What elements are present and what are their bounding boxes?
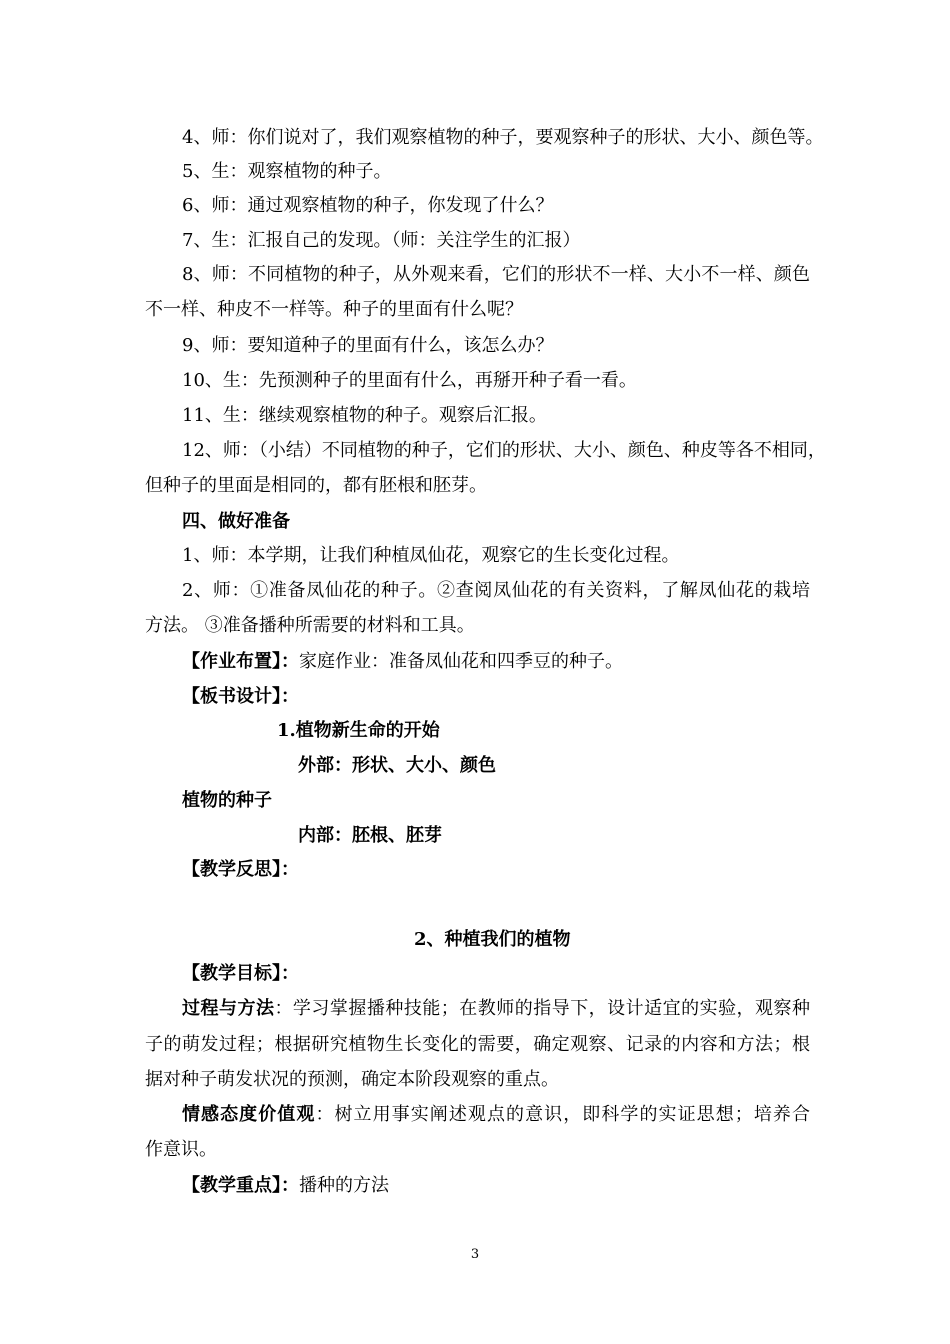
section-heading: 四、做好准备: [182, 511, 290, 532]
board-title: 1.植物新生命的开始: [277, 720, 440, 741]
paragraph-line: 9、师：要知道种子的里面有什么，该怎么办？: [182, 335, 554, 356]
paragraph-line: 方法。 ③准备播种所需要的材料和工具。: [145, 615, 475, 636]
paragraph-line: 4、师：你们说对了，我们观察植物的种子，要观察种子的形状、大小、颜色等。: [182, 127, 824, 148]
page-number: 3: [470, 1247, 480, 1262]
key-point-label: 【教学重点】：: [182, 1175, 299, 1196]
board-label: 【板书设计】：: [182, 686, 299, 707]
board-inner: 内部：胚根、胚芽: [298, 825, 442, 846]
emotion-label: 情感态度价值观: [182, 1104, 316, 1125]
lesson-title: 2、种植我们的植物: [414, 929, 571, 950]
paragraph-line: 6、师：通过观察植物的种子，你发现了什么？: [182, 195, 554, 216]
key-point-line: [182, 1174, 810, 1198]
paragraph-line: 1、师：本学期，让我们种植凤仙花，观察它的生长变化过程。: [182, 545, 680, 566]
paragraph-line: 7、生：汇报自己的发现。（师：关注学生的汇报）: [182, 230, 581, 251]
board-outer: 外部：形状、大小、颜色: [298, 755, 496, 776]
paragraph-line: 但种子的里面是相同的，都有胚根和胚芽。: [145, 475, 487, 496]
paragraph-line: 据对种子萌发状况的预测，确定本阶段观察的重点。: [145, 1069, 559, 1090]
homework-label: 【作业布置】：: [182, 651, 299, 672]
emotion-line: [182, 1103, 810, 1127]
homework-line: [182, 650, 810, 674]
paragraph-line: 5、生：观察植物的种子。: [182, 161, 392, 182]
goals-label: 【教学目标】：: [182, 963, 299, 984]
reflection-label: 【教学反思】：: [182, 859, 299, 880]
paragraph-line: 10、生：先预测种子的里面有什么，再掰开种子看一看。: [182, 370, 637, 391]
process-label: 过程与方法: [182, 998, 275, 1019]
board-center: 植物的种子: [182, 790, 272, 811]
paragraph-line: 12、师：（小结）不同植物的种子，它们的形状、大小、颜色、种皮等各不相同，: [182, 440, 826, 461]
homework-text: 家庭作业：准备凤仙花和四季豆的种子。: [299, 651, 623, 672]
paragraph-line: 2、师：①准备凤仙花的种子。②查阅凤仙花的有关资料，了解凤仙花的栽培: [182, 580, 810, 601]
paragraph-line: 子的萌发过程；根据研究植物生长变化的需要，确定观察、记录的内容和方法；根: [145, 1034, 810, 1055]
paragraph-line: 作意识。: [145, 1139, 217, 1160]
key-point-text: 播种的方法: [299, 1175, 389, 1196]
paragraph-line: 不一样、种皮不一样等。种子的里面有什么呢？: [145, 299, 523, 320]
paragraph-line: 8、师：不同植物的种子，从外观来看，它们的形状不一样、大小不一样、颜色: [182, 264, 810, 285]
paragraph-line: 11、生：继续观察植物的种子。观察后汇报。: [182, 405, 547, 426]
process-text: ：学习掌握播种技能；在教师的指导下，设计适宜的实验，观察种: [274, 998, 811, 1019]
process-line: [182, 997, 810, 1021]
emotion-text: ：树立用事实阐述观点的意识，即科学的实证思想；培养合: [315, 1104, 810, 1125]
